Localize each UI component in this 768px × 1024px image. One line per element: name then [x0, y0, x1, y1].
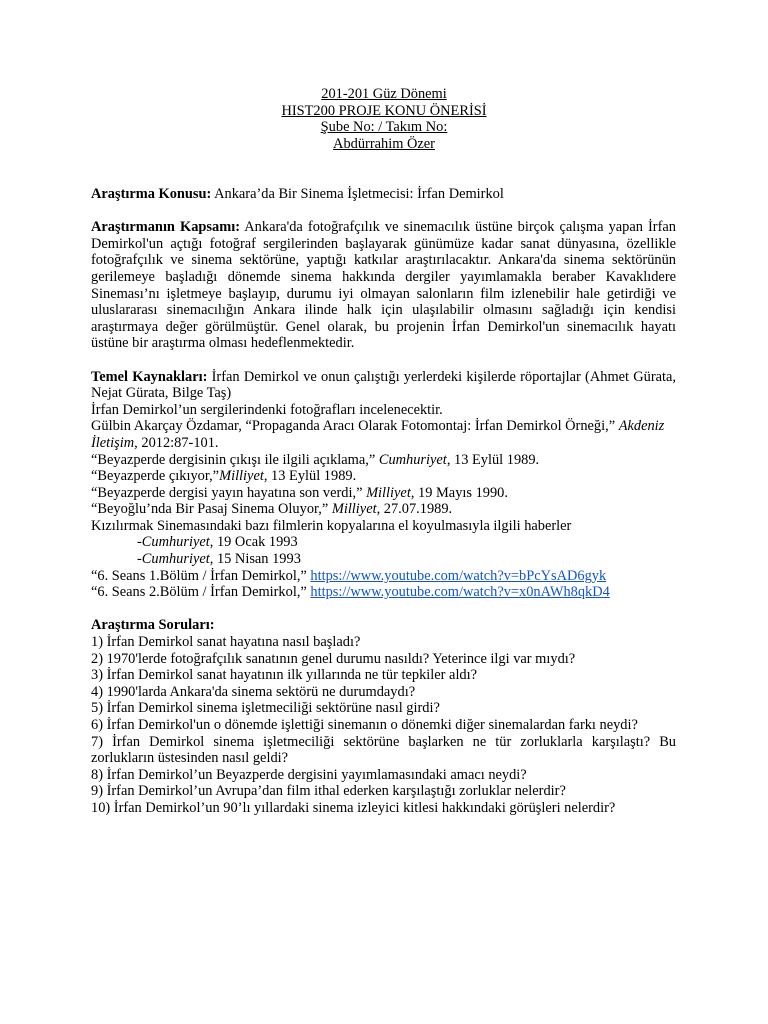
question-item: 1) İrfan Demirkol sanat hayatına nasıl başladı?: [91, 634, 361, 651]
youtube-link-2[interactable]: https://www.youtube.com/watch?v=x0nAWh8qkD4: [310, 584, 610, 601]
source-subitem: -Cumhuriyet, 15 Nisan 1993: [137, 551, 301, 568]
topic-paragraph: [91, 186, 676, 203]
question-item: 10) İrfan Demirkol’un 90’lı yıllardaki sinema izleyici kitlesi hakkındaki görüşleri nelerdir?: [91, 799, 616, 816]
question-item: 9) İrfan Demirkol’un Avrupa’dan film ithal ederken karşılaştığı zorluklar nelerdir?: [91, 783, 566, 800]
question-item: 4) 1990'larda Ankara'da sinema sektörü ne durumdaydı?: [91, 683, 416, 700]
term-line: 201-201 Güz Dönemi: [321, 86, 447, 102]
source-subitem: -Cumhuriyet, 19 Ocak 1993: [137, 534, 298, 551]
scope-paragraph: [91, 219, 676, 352]
topic-text: Ankara’da Bir Sinema İşletmecisi: İrfan Demirkol: [211, 186, 504, 202]
question-item: 3) İrfan Demirkol sanat hayatının ilk yıllarında ne tür tepkiler aldı?: [91, 667, 478, 684]
scope-label: Araştırmanın Kapsamı:: [91, 219, 240, 236]
source-item: “Beyazperde dergisinin çıkışı ile ilgili açıklama,” Cumhuriyet, 13 Eylül 1989.: [91, 451, 540, 468]
question-item: 2) 1970'lerde fotoğrafçılık sanatının genel durumu nasıldı? Yeterince ilgi var mıydı?: [91, 650, 576, 667]
question-item: 5) İrfan Demirkol sinema işletmeciliği sektörüne nasıl girdi?: [91, 700, 440, 717]
source-item: “Beyoğlu’nda Bir Pasaj Sinema Oluyor,” Milliyet, 27.07.1989.: [91, 501, 453, 518]
youtube-link-1[interactable]: https://www.youtube.com/watch?v=bPcYsAD6gyk: [310, 567, 607, 584]
course-title: HIST200 PROJE KONU ÖNERİSİ: [281, 102, 487, 119]
section-team-line: Şube No: / Takım No:: [320, 119, 448, 136]
source-item: “6. Seans 1.Bölüm / İrfan Demirkol,” https://www.youtube.com/watch?v=bPcYsAD6gyk: [91, 567, 607, 584]
scope-text: Ankara'da fotoğrafçılık ve sinemacılık üstüne birçok çalışma yapan İrfan Demirkol'un açtığı fotoğraf sergilerinden başlayarak günümüze kadar sanat dünyasına, özellikle fotoğrafçılık ve sinema sektörüne, yaptığı katkılar araştırılacaktır. Ankara'da sinema sektörünün gerilemeye başladığı dönemde sinema hakkında dergiler yayımlamakla beraber Kavaklıdere Sineması’nı işletmeye başlayıp, durumu iyi olmayan salonların film izlenebilir hale getirdiği ve uluslararası sinemacılığın Ankara ilinde halk için ulaşılabilir olmasını sağladığı için kendisi araştırmaya değer görülmüştür. Genel olarak, bu projenin İrfan Demirkol'un sinemacılık hayatı üstüne bir araştırma olması hedeflenmektedir.: [91, 219, 676, 352]
sources-label: Temel Kaynakları:: [91, 368, 208, 385]
question-item: 7) İrfan Demirkol sinema işletmeciliği sektörüne başlarken ne tür zorluklarla karşılaştı? Bu zorlukların üstesinden nasıl geldi?: [91, 733, 676, 767]
document-body: [91, 186, 676, 817]
question-item: 8) İrfan Demirkol’un Beyazperde dergisini yayımlamasındaki amacı neydi?: [91, 766, 527, 783]
source-item: “Beyazperde dergisi yayın hayatına son verdi,” Milliyet, 19 Mayıs 1990.: [91, 484, 508, 501]
document-header: [0, 86, 768, 152]
source-item: Kızılırmak Sinemasındaki bazı filmlerin kopyalarına el koyulmasıyla ilgili haberler: [91, 517, 572, 534]
student-name: Abdürrahim Özer: [333, 135, 435, 152]
source-item: Gülbin Akarçay Özdamar, “Propaganda Aracı Olarak Fotomontaj: İrfan Demirkol Örneği,” Akdeniz İletişim, 2012:87-101.: [91, 418, 665, 451]
source-item: İrfan Demirkol’un sergilerindenki fotoğrafları incelenecektir.: [91, 401, 443, 418]
sources-intro-text: İrfan Demirkol ve onun çalıştığı yerlerdeki kişilerde röportajlar (Ahmet Gürata, Nejat Gürata, Bilge Taş): [91, 368, 676, 402]
topic-label: Araştırma Konusu:: [91, 186, 212, 202]
questions-heading: Araştırma Soruları:: [91, 617, 215, 634]
source-item: “6. Seans 2.Bölüm / İrfan Demirkol,” https://www.youtube.com/watch?v=x0nAWh8qkD4: [91, 584, 610, 601]
sources-intro: [91, 369, 676, 402]
source-item: “Beyazperde çıkıyor,”Milliyet, 13 Eylül 1989.: [91, 468, 357, 485]
question-item: 6) İrfan Demirkol'un o dönemde işlettiği sinemanın o dönemki diğer sinemalardan farkı neydi?: [91, 717, 638, 733]
